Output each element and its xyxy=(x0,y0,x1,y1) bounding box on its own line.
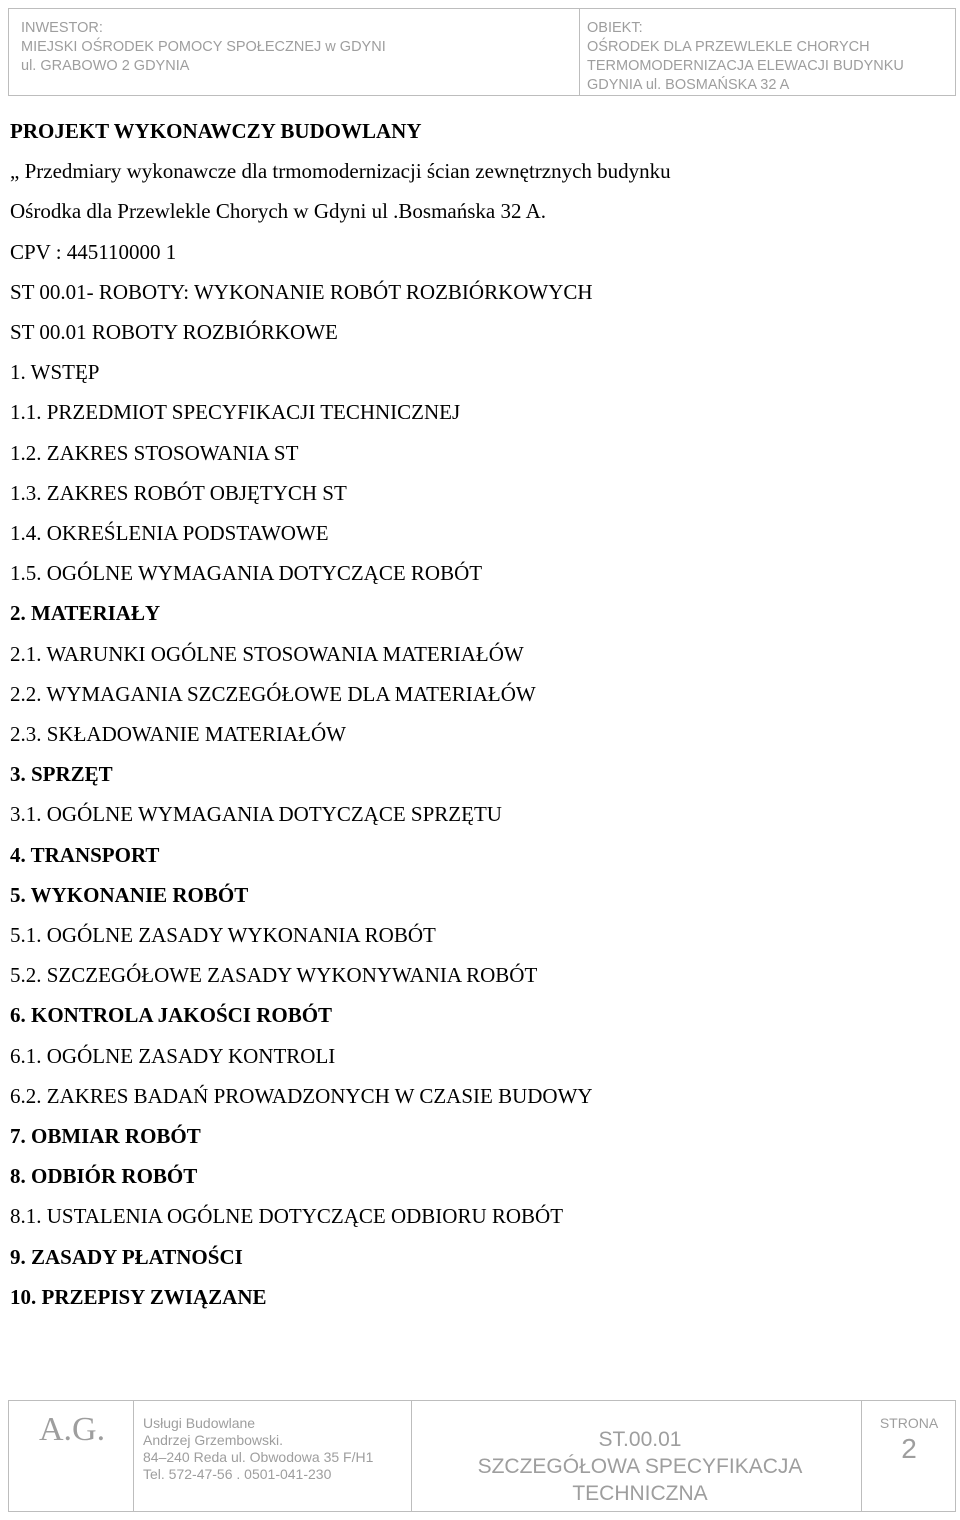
object-address: GDYNIA ul. BOSMAŃSKA 32 A xyxy=(587,77,790,93)
section-item: 1.2. ZAKRES STOSOWANIA ST xyxy=(10,440,299,465)
section-heading: 4. TRANSPORT xyxy=(10,842,160,867)
section-heading: 6. KONTROLA JAKOŚCI ROBÓT xyxy=(10,1003,333,1028)
header-divider xyxy=(579,9,580,95)
company-phone: Tel. 572-47-56 . 0501-041-230 xyxy=(143,1466,332,1482)
section-item: 1.4. OKREŚLENIA PODSTAWOWE xyxy=(10,521,329,545)
footer-divider xyxy=(411,1401,412,1511)
company-owner: Andrzej Grzembowski. xyxy=(143,1432,284,1448)
section-item: 5.2. SZCZEGÓŁOWE ZASADY WYKONYWANIA ROBÓT xyxy=(10,963,538,988)
section-heading: 8. ODBIÓR ROBÓT xyxy=(10,1164,198,1189)
footer-divider xyxy=(133,1401,134,1511)
section-heading: 10. PRZEPISY ZWIĄZANE xyxy=(10,1284,267,1309)
section-heading: 9. ZASADY PŁATNOŚCI xyxy=(10,1244,243,1269)
section-heading: 5. WYKONANIE ROBÓT xyxy=(10,882,249,907)
section-item: 2.1. WARUNKI OGÓLNE STOSOWANIA MATERIAŁÓW xyxy=(10,641,524,666)
spec-code: ST.00.01 xyxy=(598,1428,682,1451)
company-service: Usługi Budowlane xyxy=(143,1415,256,1431)
page-indicator xyxy=(861,1415,957,1465)
section-heading: 3. SPRZĘT xyxy=(10,762,113,787)
section-item: ST 00.01 ROBOTY ROZBIÓRKOWE xyxy=(10,320,338,344)
object-name: OŚRODEK DLA PRZEWLEKLE CHORYCH xyxy=(587,39,870,55)
section-heading: 7. OBMIAR ROBÓT xyxy=(10,1124,201,1148)
section-item: CPV : 445110000 1 xyxy=(10,239,177,264)
section-item: 6.2. ZAKRES BADAŃ PROWADZONYCH W CZASIE BUDOWY xyxy=(10,1083,593,1108)
object-scope: TERMOMODERNIZACJA ELEWACJI BUDYNKU xyxy=(587,58,904,74)
spec-title xyxy=(419,1426,861,1507)
section-item: ST 00.01- ROBOTY: WYKONANIE ROBÓT ROZBIÓRKOWYCH xyxy=(10,279,593,304)
section-item: „ Przedmiary wykonawcze dla trmomodernizacji ścian zewnętrznych budynku xyxy=(10,159,671,184)
investor-label: INWESTOR: xyxy=(21,20,103,36)
company-logo: A.G. xyxy=(39,1411,106,1448)
section-item: 6.1. OGÓLNE ZASADY KONTROLI xyxy=(10,1043,336,1068)
document-footer xyxy=(8,1400,956,1512)
section-item: 1.3. ZAKRES ROBÓT OBJĘTYCH ST xyxy=(10,480,347,505)
section-item: 8.1. USTALENIA OGÓLNE DOTYCZĄCE ODBIORU ROBÓT xyxy=(10,1204,564,1229)
section-item: 1.1. PRZEDMIOT SPECYFIKACJI TECHNICZNEJ xyxy=(10,400,461,425)
page-label: STRONA xyxy=(879,1415,939,1431)
section-item: 2.3. SKŁADOWANIE MATERIAŁÓW xyxy=(10,722,346,746)
investor-name: MIEJSKI OŚRODEK POMOCY SPOŁECZNEJ w GDYNI xyxy=(21,39,386,55)
section-heading: 2. MATERIAŁY xyxy=(10,601,161,626)
object-block xyxy=(587,19,904,95)
company-address: 84–240 Reda ul. Obwodowa 35 F/H1 xyxy=(143,1449,374,1465)
section-item: 1.5. OGÓLNE WYMAGANIA DOTYCZĄCE ROBÓT xyxy=(10,561,483,586)
spec-name-line1: SZCZEGÓŁOWA SPECYFIKACJA xyxy=(477,1455,803,1478)
company-info xyxy=(143,1415,373,1483)
investor-address: ul. GRABOWO 2 GDYNIA xyxy=(21,58,190,74)
section-item: 1. WSTĘP xyxy=(10,360,100,385)
document-header xyxy=(8,8,956,96)
section-item: 5.1. OGÓLNE ZASADY WYKONANIA ROBÓT xyxy=(10,923,436,947)
investor-block xyxy=(21,19,386,76)
section-item: 2.2. WYMAGANIA SZCZEGÓŁOWE DLA MATERIAŁÓW xyxy=(10,681,536,706)
page-number: 2 xyxy=(901,1433,917,1464)
section-item: Ośrodka dla Przewlekle Chorych w Gdyni ul .Bosmańska 32 A. xyxy=(10,199,547,224)
spec-name-line2: TECHNICZNA xyxy=(572,1482,708,1505)
section-item: 3.1. OGÓLNE WYMAGANIA DOTYCZĄCE SPRZĘTU xyxy=(10,802,502,827)
object-label: OBIEKT: xyxy=(587,20,643,36)
section-heading: PROJEKT WYKONAWCZY BUDOWLANY xyxy=(10,119,422,143)
